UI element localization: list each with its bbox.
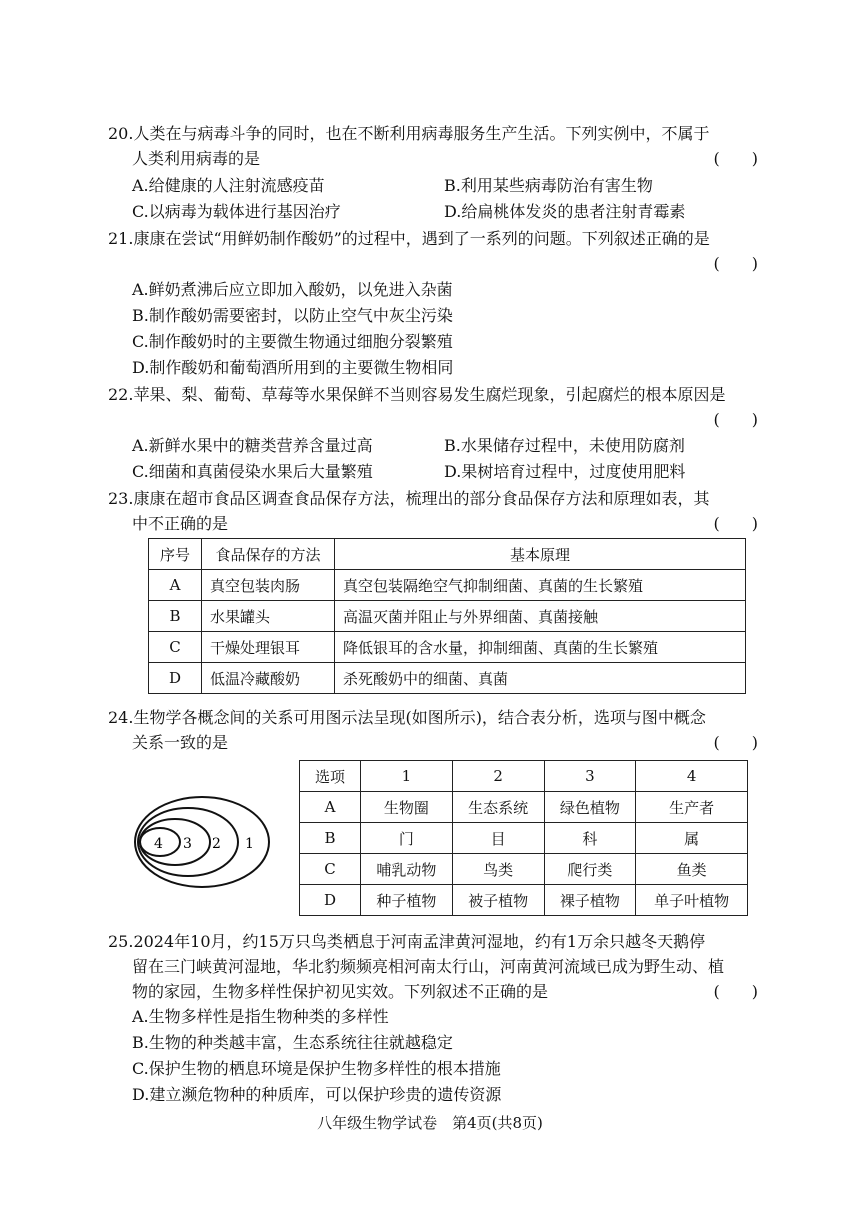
table-cell: 门: [361, 823, 453, 854]
table-cell: 水果罐头: [202, 601, 335, 632]
table-header-row: [149, 539, 746, 570]
table-row: [149, 632, 746, 663]
q22-option-a: A.新鲜水果中的糖类营养含量过高: [132, 436, 373, 455]
q21-stem-line1: 21.康康在尝试“用鲜奶制作酸奶”的过程中，遇到了一系列的问题。下列叙述正确的是: [108, 229, 710, 248]
table-cell: 高温灭菌并阻止与外界细菌、真菌接触: [335, 601, 746, 632]
q20-answer-paren: ( ): [713, 149, 758, 168]
q22-answer-paren: ( ): [713, 410, 758, 429]
q20-option-b: B.利用某些病毒防治有害生物: [444, 176, 653, 195]
table-cell: B: [149, 601, 202, 632]
q20-option-a: A.给健康的人注射流感疫苗: [132, 176, 325, 195]
q22-option-d: D.果树培育过程中，过度使用肥料: [444, 462, 686, 481]
page-footer: 八年级生物学试卷 第4页(共8页): [317, 1114, 543, 1132]
q25-stem-line3: 物的家园，生物多样性保护初见实效。下列叙述不正确的是: [132, 982, 549, 1001]
question-21: [108, 226, 758, 276]
table-cell: 科: [544, 823, 636, 854]
q22-stem-line1: 22.苹果、梨、葡萄、草莓等水果保鲜不当则容易发生腐烂现象，引起腐烂的根本原因是: [108, 385, 726, 404]
table-cell: 裸子植物: [544, 885, 636, 916]
q20-option-d: D.给扁桃体发炎的患者注射青霉素: [444, 202, 686, 221]
q25-option-b: B.生物的种类越丰富，生态系统往往就越稳定: [132, 1033, 453, 1052]
table-cell: A: [300, 792, 361, 823]
ellipse-label-1: 1: [245, 836, 254, 852]
q24-table: [299, 760, 748, 916]
q22-option-c: C.细菌和真菌侵染水果后大量繁殖: [132, 462, 373, 481]
q21-option-c: C.制作酸奶时的主要微生物通过细胞分裂繁殖: [132, 332, 453, 351]
table-header-row: [300, 761, 748, 792]
table-header-cell: 4: [636, 761, 748, 792]
q25-option-d: D.建立濒危物种的种质库，可以保护珍贵的遗传资源: [132, 1085, 502, 1104]
table-cell: C: [149, 632, 202, 663]
table-header-cell: 3: [544, 761, 636, 792]
q25-stem-line2: 留在三门峡黄河湿地，华北豹频频亮相河南太行山，河南黄河流域已成为野生动、植: [132, 957, 725, 976]
table-cell: 生产者: [636, 792, 748, 823]
table-header-cell: 选项: [300, 761, 361, 792]
q21-option-a: A.鲜奶煮沸后应立即加入酸奶，以免进入杂菌: [132, 280, 453, 299]
ellipse-label-3: 3: [183, 836, 192, 852]
q23-stem-line1: 23.康康在超市食品区调查食品保存方法，梳理出的部分食品保存方法和原理如表，其: [108, 489, 710, 508]
question-20: [108, 121, 758, 171]
table-row: [149, 570, 746, 601]
table-cell: 属: [636, 823, 748, 854]
table-header-cell: 基本原理: [335, 539, 746, 570]
table-cell: 生物圈: [361, 792, 453, 823]
table-row: [300, 854, 748, 885]
table-cell: 真空包装隔绝空气抑制细菌、真菌的生长繁殖: [335, 570, 746, 601]
q25-answer-paren: ( ): [713, 982, 758, 1001]
table-cell: 被子植物: [452, 885, 544, 916]
table-header-cell: 序号: [149, 539, 202, 570]
table-row: [149, 663, 746, 694]
q21-option-d: D.制作酸奶和葡萄酒所用到的主要微生物相同: [132, 358, 454, 377]
table-cell: C: [300, 854, 361, 885]
q23-stem-line2: 中不正确的是: [132, 514, 229, 533]
q21-answer-paren: ( ): [713, 254, 758, 273]
ellipse-3: [140, 819, 210, 865]
question-24: [108, 705, 758, 755]
table-cell: 鸟类: [452, 854, 544, 885]
q24-answer-paren: ( ): [713, 733, 758, 752]
q23-answer-paren: ( ): [713, 514, 758, 533]
question-22: [108, 382, 758, 432]
table-cell: 哺乳动物: [361, 854, 453, 885]
table-row: [149, 601, 746, 632]
table-header-cell: 1: [361, 761, 453, 792]
table-cell: 目: [452, 823, 544, 854]
q20-option-c: C.以病毒为载体进行基因治疗: [132, 202, 341, 221]
q21-option-b: B.制作酸奶需要密封，以防止空气中灰尘污染: [132, 306, 453, 325]
table-cell: A: [149, 570, 202, 601]
table-cell: 单子叶植物: [636, 885, 748, 916]
q25-stem-line1: 25.2024年10月，约15万只鸟类栖息于河南孟津黄河湿地，约有1万余只越冬天鹅停: [108, 932, 706, 951]
table-header-cell: 2: [452, 761, 544, 792]
table-cell: 绿色植物: [544, 792, 636, 823]
table-cell: 低温冷藏酸奶: [202, 663, 335, 694]
table-cell: 干燥处理银耳: [202, 632, 335, 663]
q20-stem-line2: 人类利用病毒的是: [132, 149, 261, 168]
q25-option-c: C.保护生物的栖息环境是保护生物多样性的根本措施: [132, 1059, 501, 1078]
table-cell: 降低银耳的含水量，抑制细菌、真菌的生长繁殖: [335, 632, 746, 663]
table-cell: 鱼类: [636, 854, 748, 885]
table-row: [300, 792, 748, 823]
ellipse-label-2: 2: [212, 836, 221, 852]
q24-stem-line2: 关系一致的是: [132, 733, 229, 752]
table-header-cell: 食品保存的方法: [202, 539, 335, 570]
q25-option-a: A.生物多样性是指生物种类的多样性: [132, 1007, 389, 1026]
table-cell: 生态系统: [452, 792, 544, 823]
table-cell: B: [300, 823, 361, 854]
table-row: [300, 823, 748, 854]
table-cell: 爬行类: [544, 854, 636, 885]
q24-stem-line1: 24.生物学各概念间的关系可用图示法呈现(如图所示)，结合表分析，选项与图中概念: [108, 708, 706, 727]
question-23: [108, 486, 758, 536]
q22-option-b: B.水果储存过程中，未使用防腐剂: [444, 436, 685, 455]
table-cell: 杀死酸奶中的细菌、真菌: [335, 663, 746, 694]
q20-stem-line1: 20.人类在与病毒斗争的同时，也在不断利用病毒服务生产生活。下列实例中，不属于: [108, 124, 710, 143]
table-cell: 种子植物: [361, 885, 453, 916]
concept-nesting-diagram: [130, 792, 276, 892]
question-25: [108, 929, 758, 1004]
table-row: [300, 885, 748, 916]
table-cell: 真空包装肉肠: [202, 570, 335, 601]
ellipse-label-4: 4: [154, 836, 163, 852]
q23-table: [148, 538, 746, 694]
table-cell: D: [149, 663, 202, 694]
table-cell: D: [300, 885, 361, 916]
